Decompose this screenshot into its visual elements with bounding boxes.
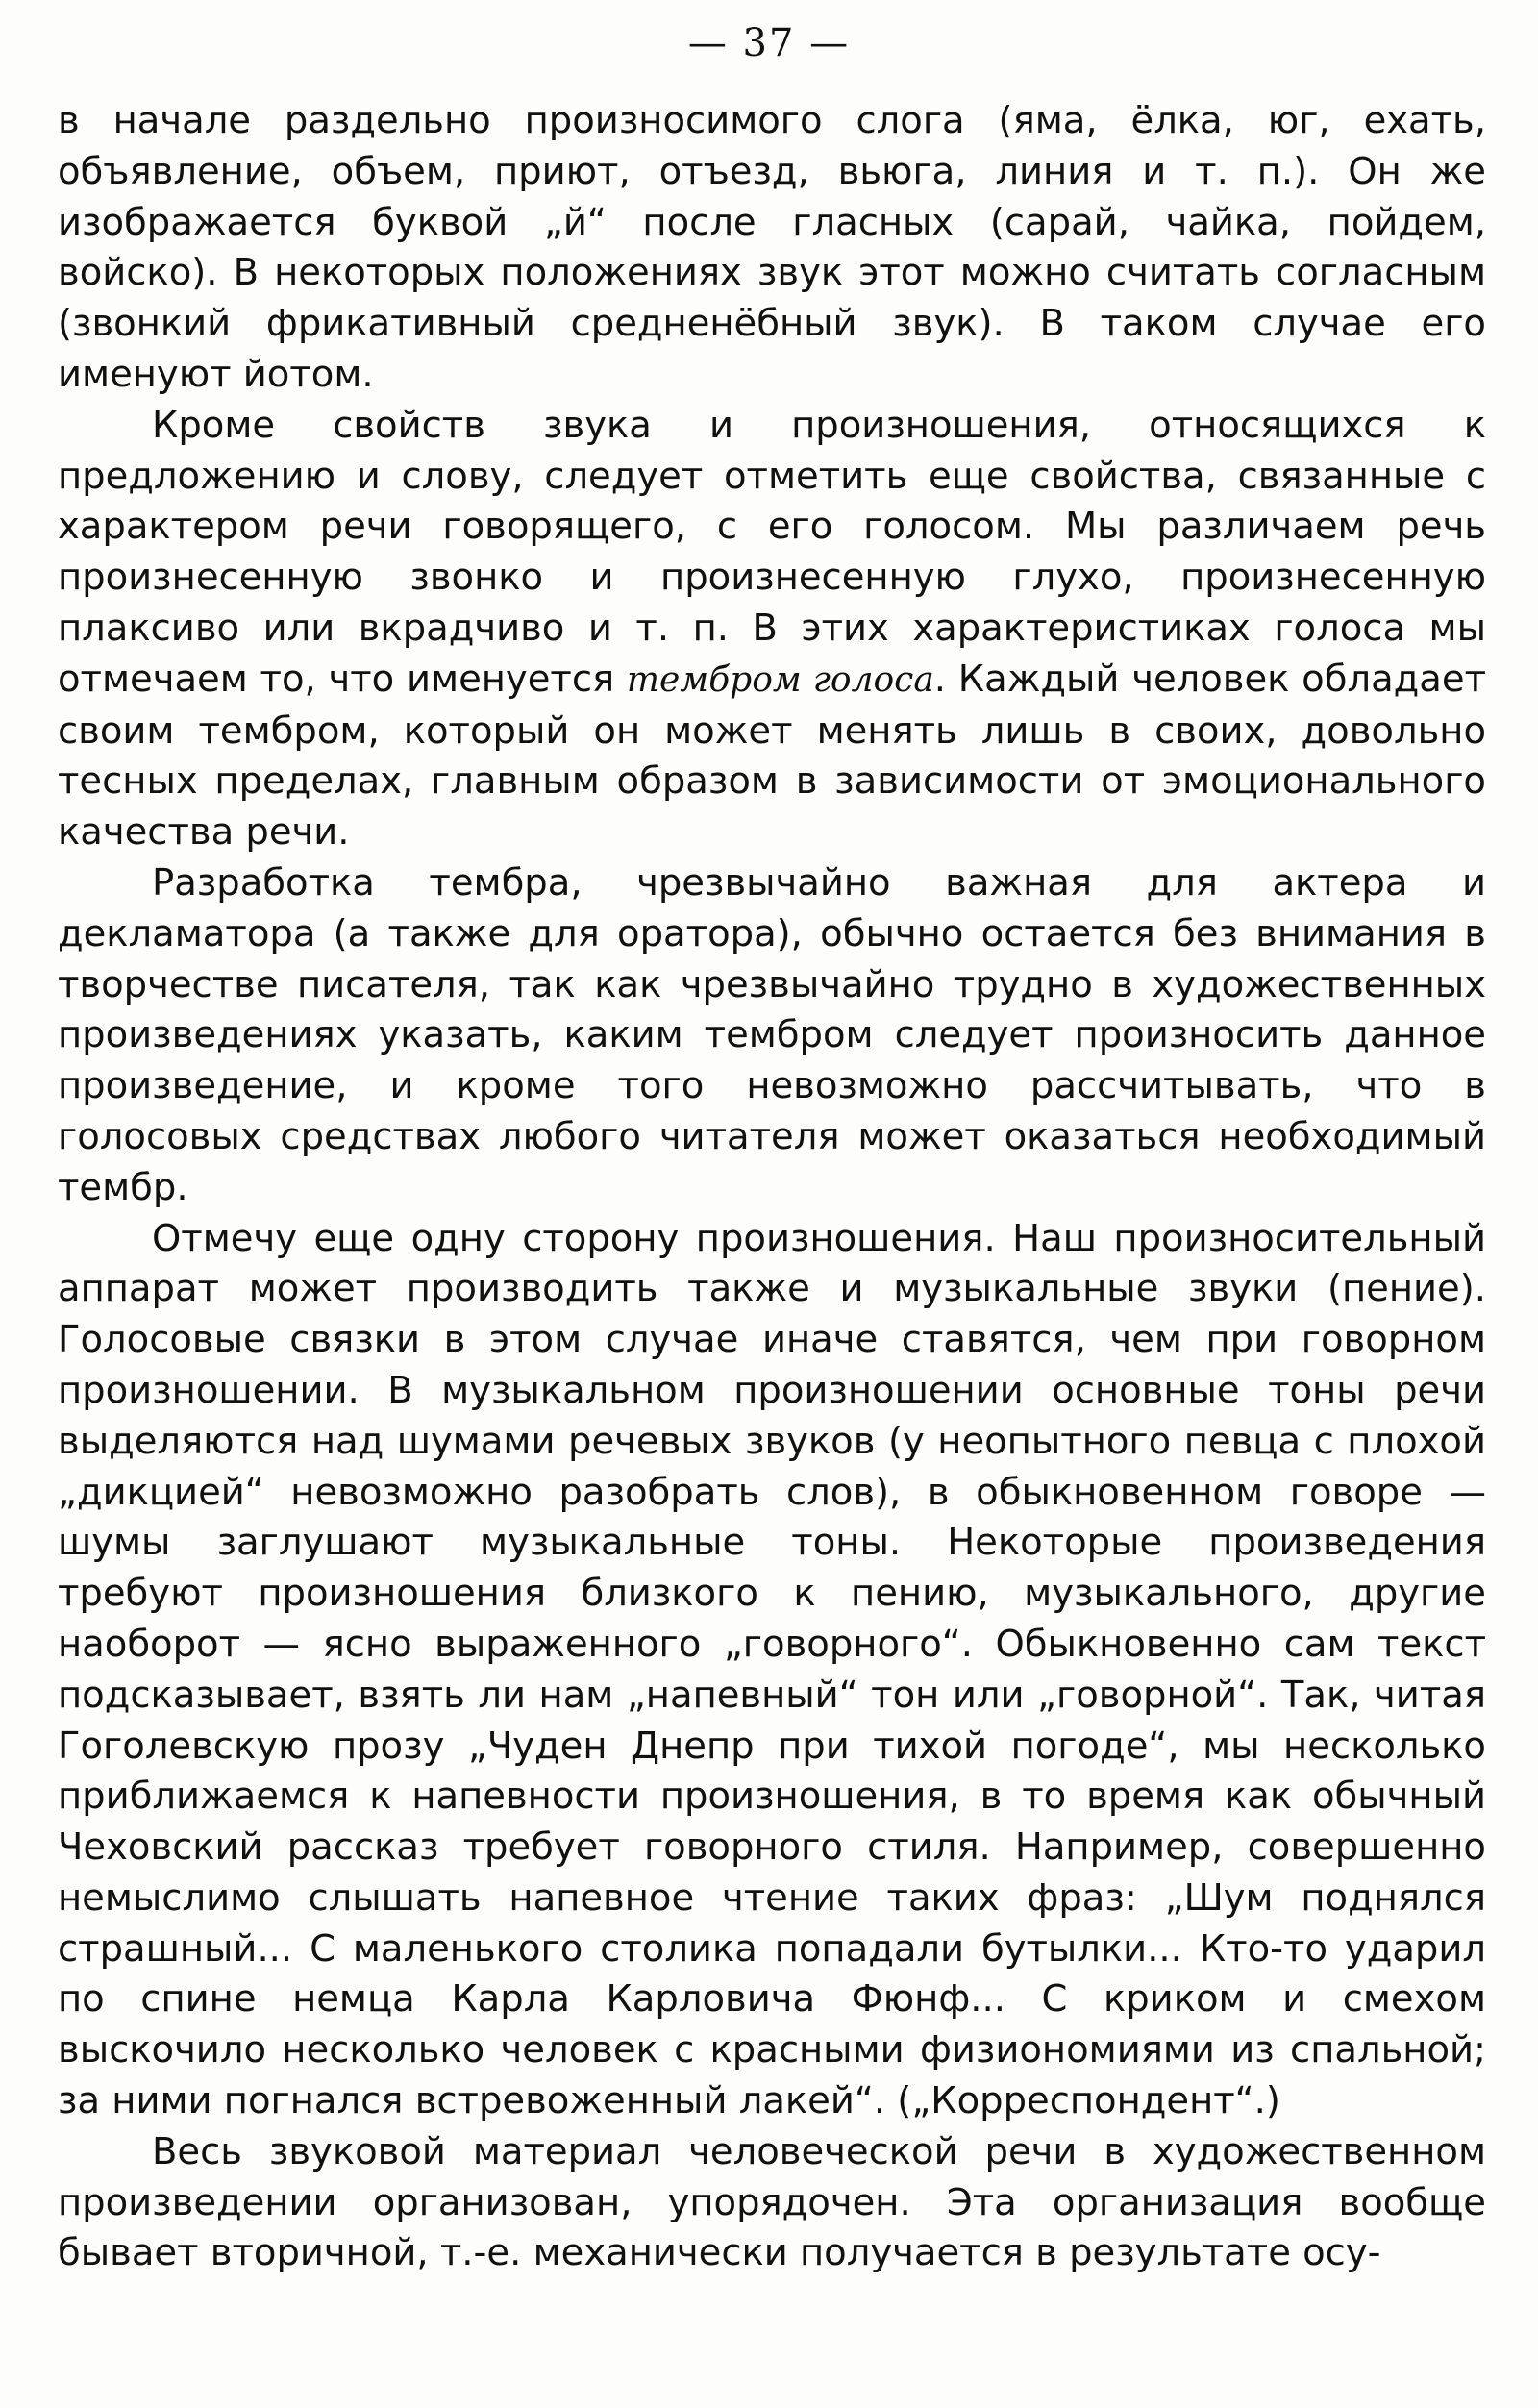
paragraph-5 <box>58 2127 1486 2279</box>
paragraph-2-text-part-1: Кроме свойств звука и произношения, относящихся к предложению и слову, следует отметить еще свойства, связанные с характером речи говорящего, с его голосом. Мы различаем речь произнесенную звонко и произнесенную глухо, произнесенную плаксиво или вкрадчиво и т. п. В этих характеристиках голоса мы отмечаем то, что именуется <box>58 403 1486 701</box>
body-text <box>58 96 1486 2279</box>
paragraph-1 <box>58 96 1486 401</box>
paragraph-2 <box>58 401 1486 858</box>
paragraph-4 <box>58 1214 1486 2127</box>
paragraph-3 <box>58 858 1486 1214</box>
page-number: — 37 — <box>687 21 851 65</box>
italic-term-timbre: тембром голоса <box>626 659 934 700</box>
paragraph-2-text-part-2: . Каждый человек обладает своим тембром, который он может менять лишь в своих, довольно тесных пределах, главным образом в зависимости от эмоционального качества речи. <box>58 657 1486 855</box>
paragraph-4-text: Отмечу еще одну сторону произношения. Наш произносительный аппарат может производить также и музыкальные звуки (пение). Голосовые связки в этом случае иначе ставятся, чем при говорном произношении. В музыкальном произношении основные тоны речи выделяются над шумами речевых звуков (у неопытного певца с плохой „дикцией“ невозможно разобрать слов), в обыкновенном говоре — шумы заглушают музыкальные тоны. Некоторые произведения требуют произношения близкого к пению, музыкального, другие наоборот — ясно выраженного „говорного“. Обыкновенно сам текст подсказывает, взять ли нам „напевный“ тон или „говорной“. Так, читая Гоголевскую прозу „Чуден Днепр при тихой погоде“, мы несколько приближаемся к напевности произношения, в то время как обычный Чеховский рассказ требует говорного стиля. Например, совершенно немыслимо слышать напевное чтение таких фраз: „Шум поднялся страшный... С маленького столика попадали бутылки... Кто-то ударил по спине немца Карла Карловича Фюнф... С криком и смехом выскочило несколько человек с красными физиономиями из спальной; за ними погнался встревоженный лакей“. („Корреспондент“.) <box>58 1216 1486 2123</box>
paragraph-1-text: в начале раздельно произносимого слога (яма, ёлка, юг, ехать, объявление, объем, приют, отъезд, вьюга, линия и т. п.). Он же изображается буквой „й“ после гласных (сарай, чайка, пойдем, войско). В некоторых положениях звук этот можно считать согласным (звонкий фрикативный средненёбный звук). В таком случае его именуют йотом. <box>58 99 1486 396</box>
paragraph-5-text: Весь звуковой материал человеческой речи в художественном произведении организован, упорядочен. Эта организация вообще бывает вторичной, т.-е. механически получается в результате осу- <box>58 2129 1486 2275</box>
paragraph-3-text: Разработка тембра, чрезвычайно важная для актера и декламатора (а также для оратора), обычно остается без внимания в творчестве писателя, так как чрезвычайно трудно в художественных произведениях указать, каким тембром следует произносить данное произведение, и кроме того невозможно рассчитывать, что в голосовых средствах любого читателя может оказаться необходимый тембр. <box>58 860 1486 1209</box>
